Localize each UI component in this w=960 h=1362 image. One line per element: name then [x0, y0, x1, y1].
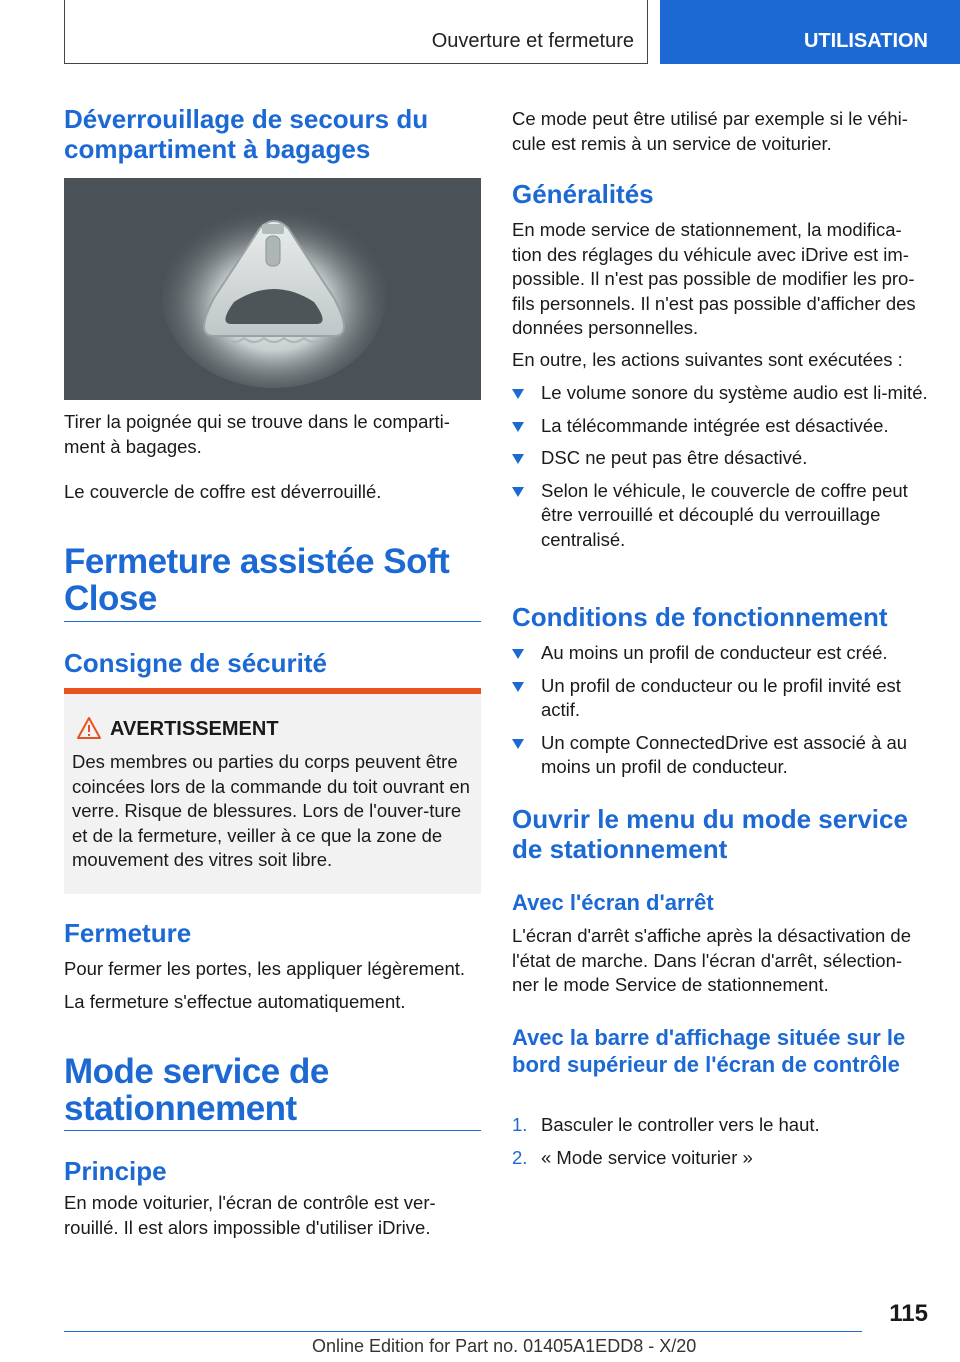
edition-footer: Online Edition for Part no. 01405A1EDD8 - X/20 — [312, 1336, 697, 1356]
valet-intro-paragraph: Ce mode peut être utilisé par exemple si le véhi-cule est remis à un service de voiturier. — [512, 108, 908, 154]
principle-paragraph: En mode voiturier, l'écran de contrôle est ver-rouillé. Il est alors impossible d'utiliser iDrive. — [64, 1192, 436, 1238]
bullet-triangle-icon — [512, 487, 524, 497]
chapter-title: Ouverture et fermeture — [431, 30, 634, 52]
trunk-release-result: Le couvercle de coffre est déverrouillé. — [64, 481, 382, 502]
conditions-bullet-list — [512, 641, 928, 788]
list-item: Un profil de conducteur ou le profil invité est actif. — [512, 674, 928, 723]
open-menu-heading: Ouvrir le menu du mode service de stationnement — [512, 804, 908, 864]
bullet-triangle-icon — [512, 682, 524, 692]
bullet-triangle-icon — [512, 389, 524, 399]
list-item: 1. Basculer le controller vers le haut. — [512, 1114, 820, 1135]
status-bar-heading: Avec la barre d'affichage située sur le bord supérieur de l'écran de contrôle — [512, 1025, 906, 1077]
safety-heading: Consigne de sécurité — [64, 648, 327, 678]
page-number: 115 — [889, 1300, 928, 1327]
trunk-release-heading: Déverrouillage de secours du compartiment à bagages — [64, 104, 429, 164]
bullet-triangle-icon — [512, 739, 524, 749]
list-item: 2. « Mode service voiturier » — [512, 1146, 753, 1168]
general-bullet-list — [512, 381, 928, 560]
bullet-triangle-icon — [512, 649, 524, 659]
general-paragraph-2: En outre, les actions suivantes sont exécutées : — [512, 349, 903, 370]
list-item: La télécommande intégrée est désactivée. — [512, 414, 928, 439]
closing-heading: Fermeture — [64, 918, 192, 948]
footer-rule — [64, 1331, 862, 1332]
warning-text: Des membres ou parties du corps peuvent être coincées lors de la commande du toit ouvrant en verre. Risque de blessures. Lors de l'ouver-ture et de la fermeture, veiller à ce que la zone de mouvement des vitres soit libre. — [72, 751, 470, 870]
closing-paragraph-2: La fermeture s'effectue automatiquement. — [64, 991, 406, 1012]
general-paragraph-1: En mode service de stationnement, la modifica-tion des réglages du véhicule avec iDrive est im-possible. Il n'est pas possible de modifier les pro-fils personnels. Il n'est pas possible d'afficher des données personnelles. — [512, 219, 916, 338]
list-item: Selon le véhicule, le couvercle de coffre peut être verrouillé et découplé du verrouillage centralisé. — [512, 479, 928, 553]
warning-box — [64, 688, 481, 894]
list-item: Le volume sonore du système audio est li-mité. — [512, 381, 928, 406]
valet-mode-heading: Mode service de stationnement — [64, 1052, 329, 1128]
list-item: Au moins un profil de conducteur est créé. — [512, 641, 928, 666]
steps-list — [512, 1113, 928, 1178]
heading-rule — [64, 621, 481, 622]
general-heading: Généralités — [512, 179, 654, 209]
warning-title: AVERTISSEMENT — [110, 718, 279, 740]
list-item: DSC ne peut pas être désactivé. — [512, 446, 928, 471]
closing-paragraph-1: Pour fermer les portes, les appliquer légèrement. — [64, 958, 466, 979]
warning-triangle-icon — [76, 716, 102, 740]
conditions-heading: Conditions de fonctionnement — [512, 602, 888, 632]
stop-screen-heading: Avec l'écran d'arrêt — [512, 890, 714, 915]
emergency-handle-illustration — [64, 178, 481, 400]
bullet-triangle-icon — [512, 422, 524, 432]
trunk-handle-photo — [64, 178, 481, 400]
soft-close-heading: Fermeture assistée Soft Close — [64, 542, 450, 618]
principle-heading: Principe — [64, 1156, 167, 1186]
bullet-triangle-icon — [512, 454, 524, 464]
stop-screen-paragraph: L'écran d'arrêt s'affiche après la désactivation de l'état de marche. Dans l'écran d'arrêt, sélection-ner le mode Service de stationnement. — [512, 925, 911, 995]
heading-rule — [64, 1130, 481, 1131]
trunk-release-instruction: Tirer la poignée qui se trouve dans le comparti-ment à bagages. — [64, 411, 450, 457]
list-item: Un compte ConnectedDrive est associé à au moins un profil de conducteur. — [512, 731, 928, 780]
section-tab[interactable]: UTILISATION — [660, 0, 960, 64]
